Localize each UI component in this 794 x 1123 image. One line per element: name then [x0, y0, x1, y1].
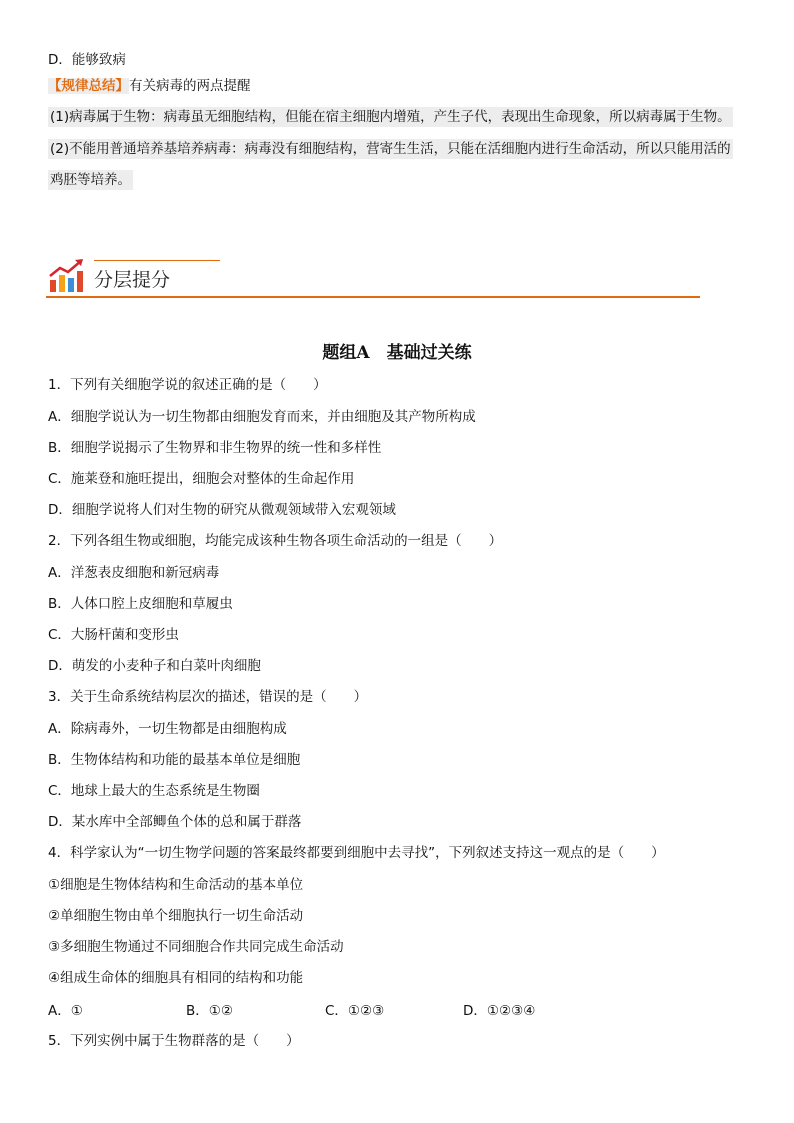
q3-option-c: C．地球上最大的生态系统是生物圈 [48, 783, 260, 799]
q2-option-a: A．洋葱表皮细胞和新冠病毒 [48, 565, 220, 581]
q4-option-b: B．①② [186, 1003, 233, 1019]
q3-option-d: D．某水库中全部鲫鱼个体的总和属于群落 [48, 814, 302, 830]
section-header [46, 256, 700, 298]
question-5-stem: 5．下列实例中属于生物群落的是（ ） [48, 1033, 300, 1049]
q4-item-2: ②单细胞生物由单个细胞执行一切生命活动 [48, 908, 304, 924]
q1-option-a: A．细胞学说认为一切生物都由细胞发育而来，并由细胞及其产物所构成 [48, 409, 476, 425]
q1-option-b: B．细胞学说揭示了生物界和非生物界的统一性和多样性 [48, 440, 382, 456]
q4-item-3: ③多细胞生物通过不同细胞合作共同完成生命活动 [48, 939, 344, 955]
question-3-stem: 3．关于生命系统结构层次的描述，错误的是（ ） [48, 689, 368, 705]
q4-option-d: D．①②③④ [463, 1003, 536, 1019]
q1-option-c: C．施莱登和施旺提出，细胞会对整体的生命起作用 [48, 471, 355, 487]
q3-option-b: B．生物体结构和功能的最基本单位是细胞 [48, 752, 301, 768]
tip-tag: 【规律总结】 [48, 78, 129, 94]
q4-option-c: C．①②③ [325, 1003, 385, 1019]
q4-item-1: ①细胞是生物体结构和生命活动的基本单位 [48, 877, 304, 893]
header-rule [46, 296, 700, 298]
q1-option-d: D．细胞学说将人们对生物的研究从微观领域带入宏观领域 [48, 502, 396, 518]
question-1-stem: 1．下列有关细胞学说的叙述正确的是（ ） [48, 377, 327, 393]
group-title: 题组A 基础过关练 [322, 343, 472, 363]
q2-option-c: C．大肠杆菌和变形虫 [48, 627, 179, 643]
q3-option-a: A．除病毒外，一切生物都是由细胞构成 [48, 721, 287, 737]
question-2-stem: 2．下列各组生物或细胞，均能完成该种生物各项生命活动的一组是（ ） [48, 533, 503, 549]
q2-option-b: B．人体口腔上皮细胞和草履虫 [48, 596, 233, 612]
option-d: D．能够致病 [48, 52, 126, 68]
tip-point-1: (1)病毒属于生物：病毒虽无细胞结构，但能在宿主细胞内增殖，产生子代，表现出生命现象，所以病毒属于生物。 [50, 109, 731, 125]
section-title: 分层提分 [94, 269, 171, 291]
tip-heading [48, 77, 251, 95]
tip-point-2-cont: 鸡胚等培养。 [50, 172, 131, 188]
tip-point-2: (2)不能用普通培养基培养病毒：病毒没有细胞结构，营寄生生活，只能在活细胞内进行生命活动，所以只能用活的 [50, 141, 731, 157]
q4-item-4: ④组成生命体的细胞具有相同的结构和功能 [48, 970, 304, 986]
q2-option-d: D．萌发的小麦种子和白菜叶肉细胞 [48, 658, 261, 674]
tip-title: 有关病毒的两点提醒 [129, 78, 251, 94]
q4-option-a: A．① [48, 1003, 83, 1019]
question-4-stem: 4．科学家认为“一切生物学问题的答案最终都要到细胞中去寻找”，下列叙述支持这一观点的是（ ） [48, 845, 665, 861]
growth-chart-icon [48, 258, 88, 294]
header-accent-line [94, 260, 220, 261]
